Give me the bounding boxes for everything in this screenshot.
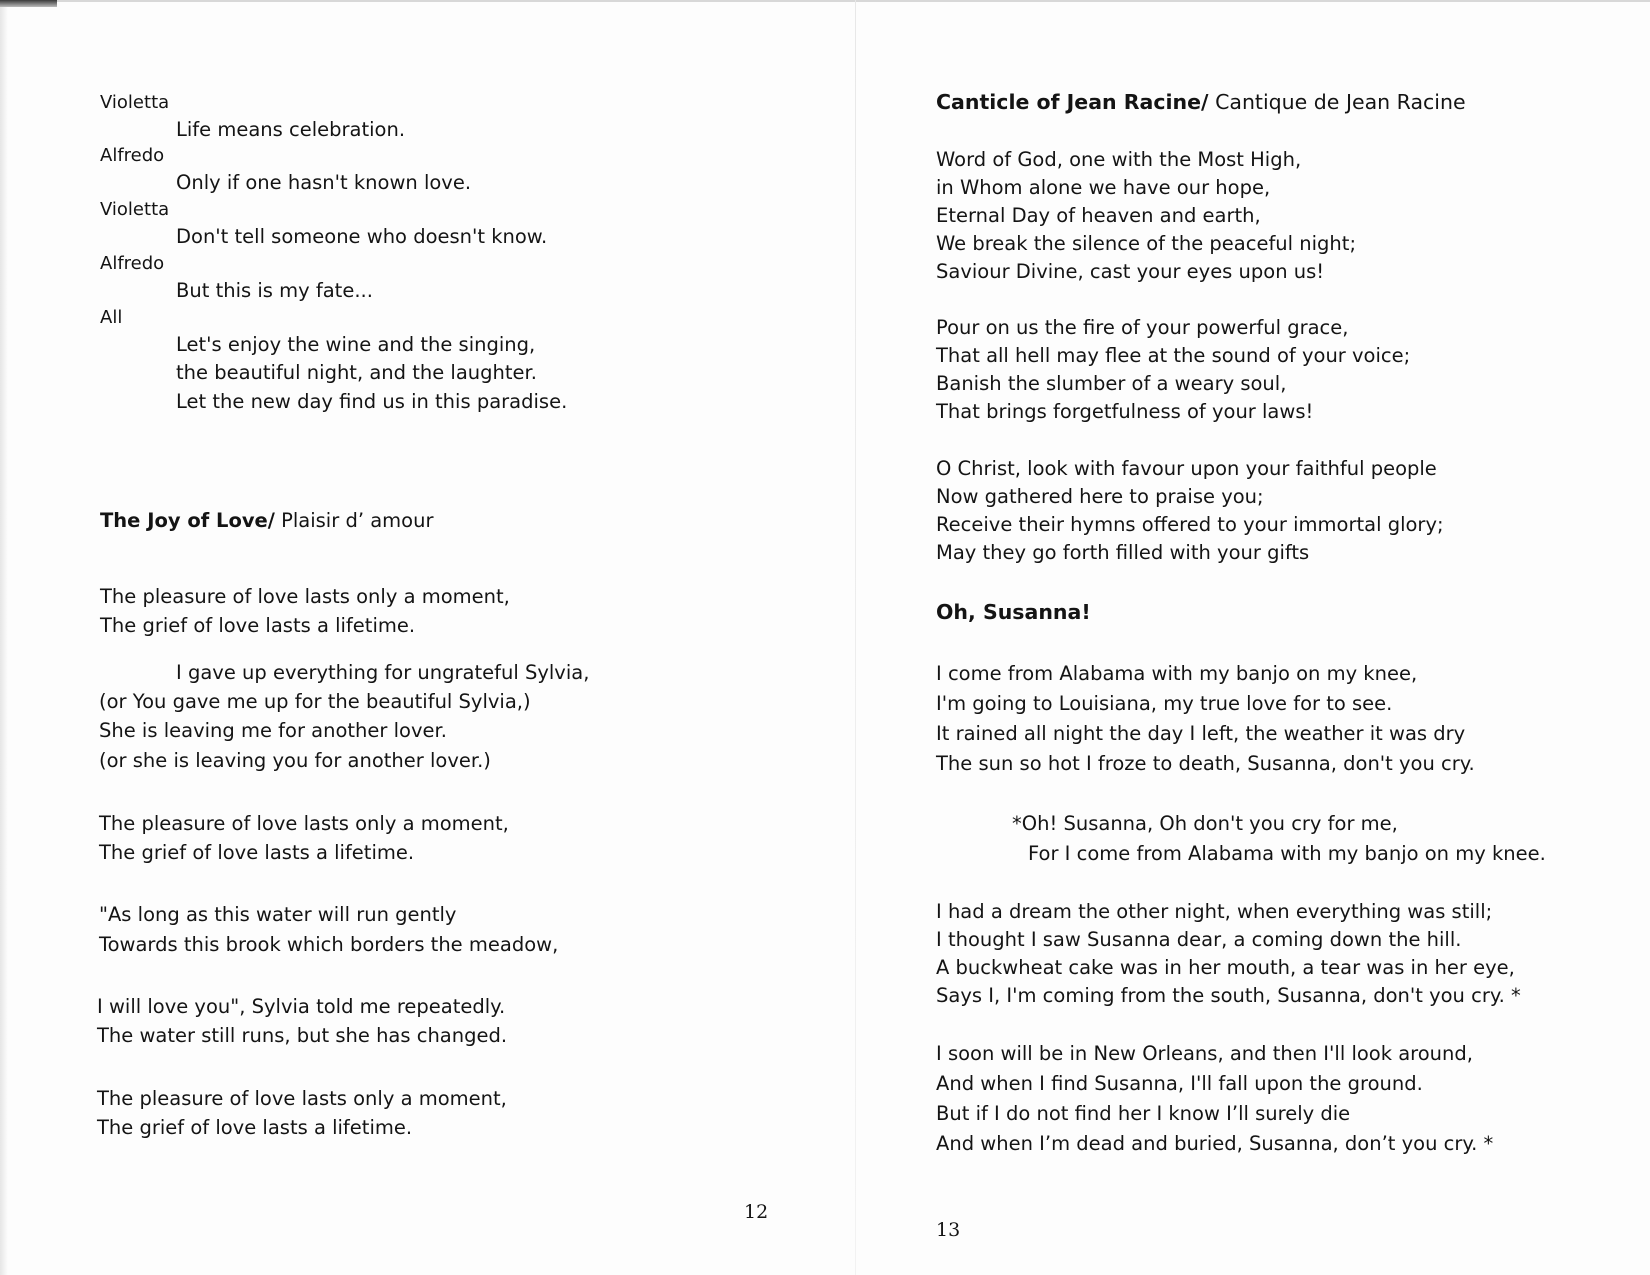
lyric-line: That all hell may flee at the sound of your voice; (936, 344, 1411, 367)
lyric-line: And when I find Susanna, I'll fall upon the ground. (936, 1072, 1423, 1095)
chorus-line: For I come from Alabama with my banjo on my knee. (1028, 842, 1546, 865)
lyric-line: The pleasure of love lasts only a moment, (100, 585, 510, 608)
speaker-name: Violetta (100, 199, 170, 220)
lyric-line: The pleasure of love lasts only a moment, (99, 812, 509, 835)
lyric-line: And when I’m dead and buried, Susanna, don’t you cry. * (936, 1132, 1494, 1155)
right-page (856, 0, 1650, 1275)
lyric-line: But if I do not find her I know I’ll surely die (936, 1102, 1351, 1125)
lyric-line: O Christ, look with favour upon your faithful people (936, 457, 1437, 480)
chorus-line: *Oh! Susanna, Oh don't you cry for me, (1012, 812, 1398, 835)
lyric-line: I had a dream the other night, when everything was still; (936, 900, 1493, 923)
lyric-line: Towards this brook which borders the meadow, (99, 933, 559, 956)
dialogue-line: But this is my fate... (176, 279, 373, 302)
lyric-line: The grief of love lasts a lifetime. (99, 841, 415, 864)
lyric-line: We break the silence of the peaceful night; (936, 232, 1357, 255)
lyric-line: The grief of love lasts a lifetime. (97, 1116, 413, 1139)
lyric-line: The grief of love lasts a lifetime. (100, 614, 416, 637)
song-title: Oh, Susanna! (936, 600, 1091, 624)
lyric-line: Receive their hymns offered to your immortal glory; (936, 513, 1444, 536)
lyric-line: Now gathered here to praise you; (936, 485, 1264, 508)
lyric-line: (or she is leaving you for another lover.) (99, 749, 491, 772)
song-title-french: Cantique de Jean Racine (1208, 90, 1466, 114)
lyric-line: Says I, I'm coming from the south, Susanna, don't you cry. * (936, 984, 1521, 1007)
lyric-line: She is leaving me for another lover. (99, 719, 447, 742)
speaker-name: All (100, 307, 123, 328)
speaker-name: Violetta (100, 92, 170, 113)
lyric-line: Word of God, one with the Most High, (936, 148, 1302, 171)
song-title (936, 88, 1466, 116)
lyric-line: The water still runs, but she has changed. (97, 1024, 508, 1047)
lyric-line: I soon will be in New Orleans, and then I'll look around, (936, 1042, 1473, 1065)
lyric-line: I thought I saw Susanna dear, a coming down the hill. (936, 928, 1462, 951)
lyric-line: May they go forth filled with your gifts (936, 541, 1310, 564)
lyric-line: I will love you", Sylvia told me repeatedly. (97, 995, 506, 1018)
speaker-name: Alfredo (100, 145, 165, 166)
lyric-line: The pleasure of love lasts only a moment, (97, 1087, 507, 1110)
dialogue-line: Don't tell someone who doesn't know. (176, 225, 548, 248)
page-number: 12 (744, 1201, 769, 1223)
lyric-line: The sun so hot I froze to death, Susanna, don't you cry. (936, 752, 1475, 775)
song-title (100, 507, 433, 535)
lyric-line: I gave up everything for ungrateful Sylvia, (176, 661, 590, 684)
lyric-line: Eternal Day of heaven and earth, (936, 204, 1261, 227)
dialogue-line: Let the new day find us in this paradise. (176, 390, 568, 413)
lyric-line: Pour on us the fire of your powerful grace, (936, 316, 1349, 339)
dialogue-line: the beautiful night, and the laughter. (176, 361, 537, 384)
lyric-line: in Whom alone we have our hope, (936, 176, 1271, 199)
lyric-line: It rained all night the day I left, the weather it was dry (936, 722, 1466, 745)
song-title-english: The Joy of Love/ (100, 509, 275, 532)
lyric-line: I come from Alabama with my banjo on my knee, (936, 662, 1418, 685)
lyric-line: "As long as this water will run gently (99, 903, 457, 926)
dialogue-line: Let's enjoy the wine and the singing, (176, 333, 536, 356)
speaker-name: Alfredo (100, 253, 165, 274)
lyric-line: That brings forgetfulness of your laws! (936, 400, 1314, 423)
song-title-english: Canticle of Jean Racine/ (936, 90, 1209, 114)
lyric-line: I'm going to Louisiana, my true love for to see. (936, 692, 1393, 715)
lyric-line: (or You gave me up for the beautiful Sylvia,) (99, 690, 531, 713)
dialogue-line: Only if one hasn't known love. (176, 171, 472, 194)
lyric-line: A buckwheat cake was in her mouth, a tear was in her eye, (936, 956, 1515, 979)
dialogue-line: Life means celebration. (176, 118, 406, 141)
lyric-line: Banish the slumber of a weary soul, (936, 372, 1287, 395)
lyric-line: Saviour Divine, cast your eyes upon us! (936, 260, 1325, 283)
page-number: 13 (936, 1219, 961, 1241)
song-title-french: Plaisir d’ amour (274, 509, 434, 532)
